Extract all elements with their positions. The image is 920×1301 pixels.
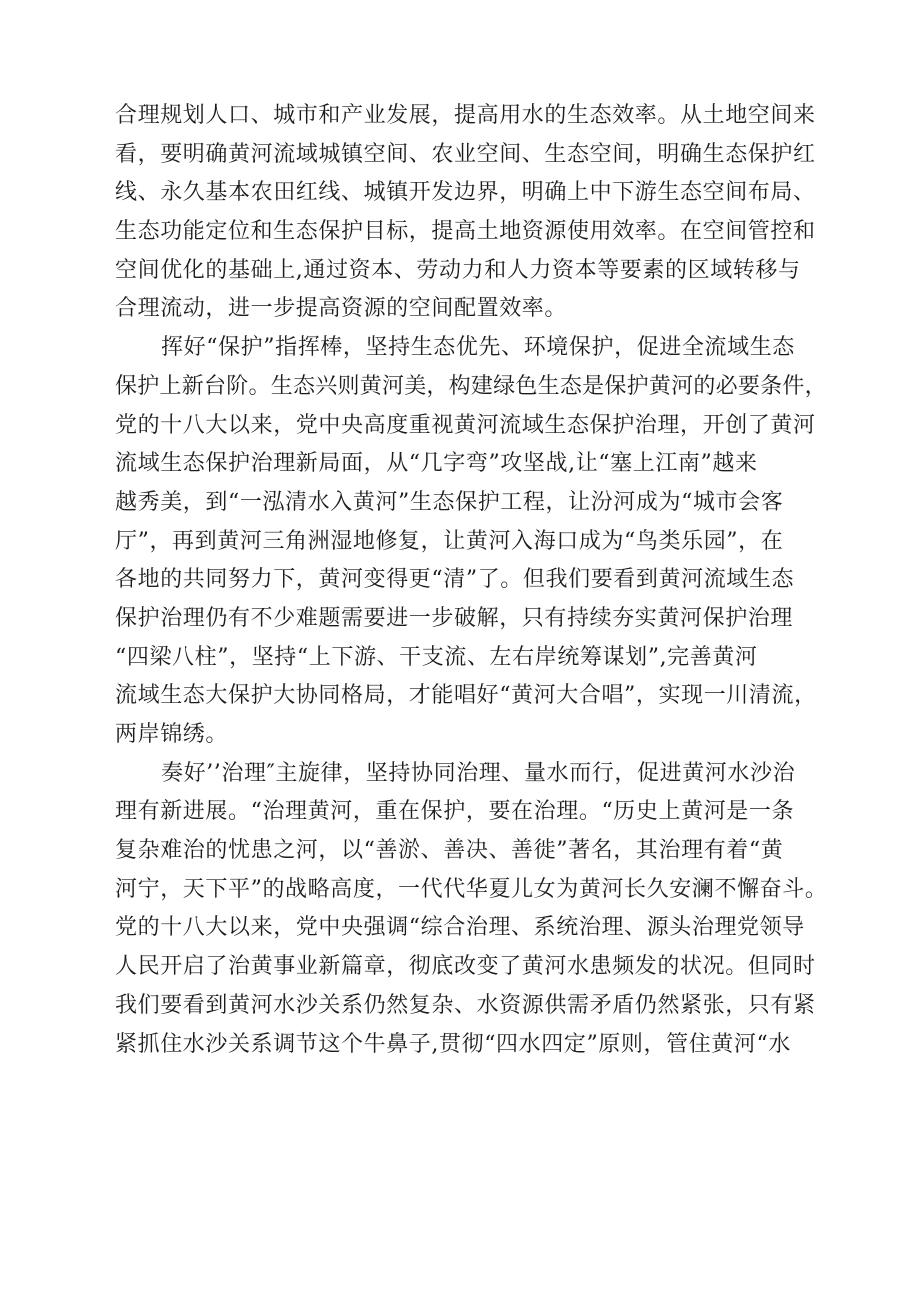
text-line: 合理流动，进一步提高资源的空间配置效率。 bbox=[115, 296, 568, 322]
text-line: 挥好“保护”指挥棒，坚持生态优先、环境保护，促进全流域生态 bbox=[161, 335, 795, 361]
text-line: 厅”，再到黄河三角洲湿地修复，让黄河入海口成为“鸟类乐园”，在 bbox=[115, 528, 784, 554]
text-line: 奏好’’治理″主旋律，坚持协同治理、量水而行，促进黄河水沙治 bbox=[161, 760, 796, 786]
document-text-body bbox=[115, 97, 827, 1064]
text-line: 党的十八大以来，党中央强调“综合治理、系统治理、源头治理党领导 bbox=[115, 915, 805, 941]
text-line: 合理规划人口、城市和产业发展，提高用水的生态效率。从土地空间来 bbox=[115, 103, 816, 128]
text-line: 看，要明确黄河流域城镇空间、农业空间、生态空间，明确生态保护红 bbox=[115, 141, 816, 167]
text-line: 越秀美，到“一泓清水入黄河”生态保护工程，让汾河成为“城市会客 bbox=[115, 489, 784, 515]
text-line: 党的十八大以来，党中央高度重视黄河流域生态保护治理，开创了黄河 bbox=[115, 412, 816, 438]
text-line: 两岸锦绣。 bbox=[115, 722, 229, 747]
text-line: 各地的共同努力下，黄河变得更“清”了。但我们要看到黄河流域生态 bbox=[115, 567, 795, 593]
text-line: 空间优化的基础上,通过资本、劳动力和人力资本等要素的区域转移与 bbox=[115, 257, 801, 283]
text-line: 我们要看到黄河水沙关系仍然复杂、水资源供需矛盾仍然紧张，只有紧 bbox=[115, 992, 816, 1018]
text-line: 人民开启了治黄事业新篇章，彻底改变了黄河水患频发的状况。但同时 bbox=[115, 954, 816, 980]
text-line: 流域生态大保护大协同格局，才能唱好“黄河大合唱”，实现一川清流， bbox=[115, 683, 817, 709]
text-line: 保护上新台阶。生态兴则黄河美，构建绿色生态是保护黄河的必要条件， bbox=[115, 373, 827, 399]
text-line: 保护治理仍有不少难题需要进一步破解，只有持续夯实黄河保护治理 bbox=[115, 605, 794, 631]
text-line: 生态功能定位和生态保护目标，提高土地资源使用效率。在空间管控和 bbox=[115, 219, 816, 245]
text-line: 流域生态保护治理新局面，从“几字弯”攻坚战,让“塞上江南”越来 bbox=[115, 451, 758, 477]
text-line: 复杂难治的忧患之河，以“善淤、善决、善徙”著名，其治理有着“黄 bbox=[115, 838, 784, 864]
text-line: 理有新进展。“治理黄河，重在保护，要在治理。“历史上黄河是一条 bbox=[115, 799, 795, 825]
text-line: “四梁八柱”，坚持“上下游、干支流、左右岸统筹谋划”,完善黄河 bbox=[115, 644, 758, 670]
text-line: 线、永久基本农田红线、城镇开发边界，明确上中下游生态空间布局、 bbox=[115, 180, 816, 206]
text-line: 紧抓住水沙关系调节这个牛鼻子,贯彻“四水四定”原则，管住黄河“水 bbox=[115, 1031, 791, 1057]
text-line: 河宁，天下平”的战略高度，一代代华夏儿女为黄河长久安澜不懈奋斗。 bbox=[115, 876, 828, 902]
